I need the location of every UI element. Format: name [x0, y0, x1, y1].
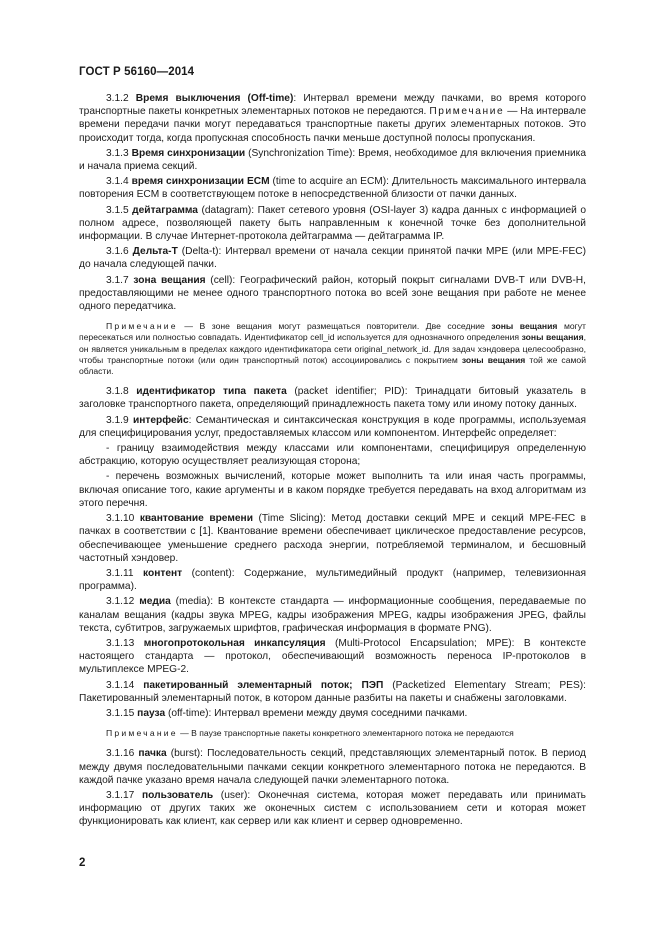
term: Время выключения (Off-time) — [135, 93, 294, 104]
definition-3-1-6 — [79, 245, 586, 271]
note-text: той же самой области. — [79, 354, 586, 377]
clause-number: 3.1.4 — [106, 176, 129, 188]
note-text: , он является уникальным в пределах каждого идентификатора сети original_network_id. Для задач хэндовера целесообразно, чтобы транспортные потоки (или один транспортный поток) ассоциировались с покрытием — [79, 332, 586, 365]
note-term: зоны вещания — [491, 321, 558, 332]
note-zone-broadcast — [79, 321, 586, 377]
clause-number: 3.1.5 — [106, 204, 129, 216]
page-body — [79, 92, 586, 831]
definition-3-1-10 — [79, 512, 586, 565]
definition-3-1-14 — [79, 679, 586, 705]
definition-text: (off-time): Интервал времени между двумя соседними пачками. — [165, 707, 468, 719]
definition-3-1-4 — [79, 175, 586, 201]
definition-text: (content): Содержание, мультимедийный продукт (например, телевизионная программа). — [79, 567, 586, 593]
note-text: могут пересекаться или полностью совпадать. Идентификатор cell_id используется для однозначного определения — [79, 321, 586, 343]
note-term: зоны вещания — [521, 332, 584, 343]
term: медиа — [139, 596, 171, 608]
definition-3-1-7 — [79, 274, 586, 314]
definition-text: (packet identifier; PID): Тринадцати битовый указатель в заголовке транспортного пакета, определяющий принадлежность пакета тому или иному потоку данных. — [79, 386, 586, 411]
clause-number: 3.1.10 — [106, 513, 135, 525]
term-abbreviation: ПЭП — [361, 679, 384, 691]
definition-text: (cell): Географический район, который покрыт сигналами DVB-T или DVB-H, предоставляющими не менее одного транспортного потока во всей зоне вещания при работе не менее одного передатчика. — [79, 274, 586, 313]
definition-3-1-5 — [79, 204, 586, 244]
definition-text: (media): В контексте стандарта — информационные сообщения, передаваемые по каналам вещания (кадры звука MPEG, кадры изображения MPEG, кадры изображения JPEG, файлы текста, субтитров, загружаемых шрифтов, графическая информация в формате PNG). — [79, 596, 586, 634]
note-text: — В зоне вещания могут размещаться повторители. Две соседние — [177, 321, 492, 332]
definition-3-1-8 — [79, 385, 586, 411]
term: дейтаграмма — [132, 204, 198, 216]
note-term: зоны вещания — [461, 354, 526, 365]
clause-number: 3.1.17 — [106, 789, 135, 801]
definition-3-1-13 — [79, 637, 586, 677]
term: многопротокольная инкапсуляция — [143, 637, 326, 649]
term: пачка — [138, 748, 167, 760]
page-number: 2 — [79, 857, 86, 869]
clause-number: 3.1.9 — [106, 414, 129, 426]
clause-number: 3.1.6 — [106, 246, 129, 258]
definition-3-1-17 — [79, 789, 586, 829]
definition-text: (user): Оконечная система, которая может передавать или принимать информацию от других таких же оконечных систем с использованием сети и которая может функционировать как клиент, как сервер или как клиент и сервер одновременно. — [79, 789, 586, 828]
clause-number: 3.1.12 — [106, 596, 135, 608]
clause-number: 3.1.14 — [106, 679, 135, 691]
list-item: - границу взаимодействия между классами или компонентами, специфицируя определенную абстракцию, которую осуществляет реализующая сторона; — [79, 443, 586, 468]
definition-text: (burst): Последовательность секций, представляющих элементарный поток. В период между двумя последовательными пачками секции конкретного элементарного потока не передаются. В каждой пачке указано время начала следующей пачки элементарного потока. — [79, 748, 586, 786]
term: Время синхронизации — [131, 147, 246, 159]
term: идентификатор типа пакета — [136, 386, 287, 398]
clause-number: 3.1.15 — [106, 707, 135, 719]
note-text: — На интервале времени передачи пачки могут передаваться транспортные пакеты других элементарных потоков. Это происходит тогда, когда пропускная способность пачки меньше доступной полосы пропускания. — [79, 106, 586, 144]
clause-number: 3.1.3 — [106, 147, 129, 159]
term: пауза — [137, 707, 166, 719]
note-label: Примечание — [106, 321, 178, 332]
definition-text: (datagram): Пакет сетевого уровня (OSI-layer 3) кадра данных с информацией о полном адресе, позволяющей пакету быть направленным к конечной точке без дополнительной информации. В случае Интернет-протокола дейтаграмма — дейтаграмма IP. — [79, 204, 586, 243]
term: пакетированный элементарный поток — [143, 679, 350, 691]
definition-3-1-15 — [79, 707, 586, 720]
definition-text: : Семантическая и синтаксическая конструкция в коде программы, используемая для специфицирования услуг, предоставляемых классом или компонентом. Интерфейс определяет: — [79, 414, 586, 439]
term: квантование времени — [139, 513, 253, 525]
clause-number: 3.1.13 — [106, 637, 135, 649]
definition-text: (Delta-t): Интервал времени от начала секции принятой пачки MPE (или MPE-FEC) до начала следующей пачки. — [79, 246, 586, 271]
term-separator: ; — [349, 679, 362, 691]
clause-number: 3.1.11 — [106, 567, 134, 579]
note-pause — [79, 728, 586, 739]
definition-3-1-3 — [79, 147, 586, 173]
note-label: Примечание — [106, 728, 178, 739]
document-header: ГОСТ Р 56160—2014 — [79, 66, 195, 78]
definition-text: (time to acquire an ECM): Длительность максимального интервала повторения ECM в соответствующем потоке в непосредственной близости от пачки данных. — [79, 176, 586, 201]
definition-text: (Time Slicing): Метод доставки секций MPE и секций MPE-FEC в пачках в соответствии с [1]. Квантование времени обеспечивает циклическое предоставление ресурсов, обеспечивающее уменьшение среднего расхода энергии, потребляемой терминалом, и бесшовный частотный хэндовер. — [79, 513, 586, 564]
definition-3-1-9 — [79, 414, 586, 440]
note-label: Примечание — [429, 106, 505, 118]
definition-text: : Интервал времени между пачками, во время которого транспортные пакеты конкретных элементарных потоков не передаются. — [79, 93, 586, 118]
term: пользователь — [142, 789, 214, 801]
term: интерфейс — [132, 414, 189, 426]
definition-text: (Synchronization Time): Время, необходимое для включения приемника и начала приема секций. — [79, 147, 586, 173]
clause-number: 3.1.2 — [106, 93, 129, 104]
note-text: — В паузе транспортные пакеты конкретного элементарного потока не передаются — [177, 728, 514, 739]
clause-number: 3.1.7 — [106, 274, 129, 286]
definition-text: (Multi-Protocol Encapsulation; MPE): В контексте настоящего стандарта — протокол, обеспечивающий возможность переноса IP-протоколов в мультиплексе MPEG-2. — [79, 637, 586, 676]
definition-3-1-12 — [79, 595, 586, 635]
definition-text: (Packetized Elementary Stream; PES): Пакетированный элементарный поток, в котором данные разбиты на пакеты и снабжены заголовками. — [79, 679, 586, 704]
clause-number: 3.1.16 — [106, 748, 135, 760]
clause-number: 3.1.8 — [106, 386, 129, 398]
definition-3-1-11 — [79, 567, 586, 593]
term: контент — [143, 567, 183, 579]
definition-3-1-2 — [79, 92, 586, 145]
term: зона вещания — [133, 274, 206, 286]
list-item: - перечень возможных вычислений, которые может выполнить та или иная часть программы, включая описание того, какие аргументы и в каком порядке требуется передавать на вход алгоритмам из этого перечня. — [79, 471, 586, 509]
term: Дельта-Т — [132, 246, 178, 258]
definition-3-1-16 — [79, 747, 586, 787]
term: время синхронизации ECM — [131, 176, 270, 188]
